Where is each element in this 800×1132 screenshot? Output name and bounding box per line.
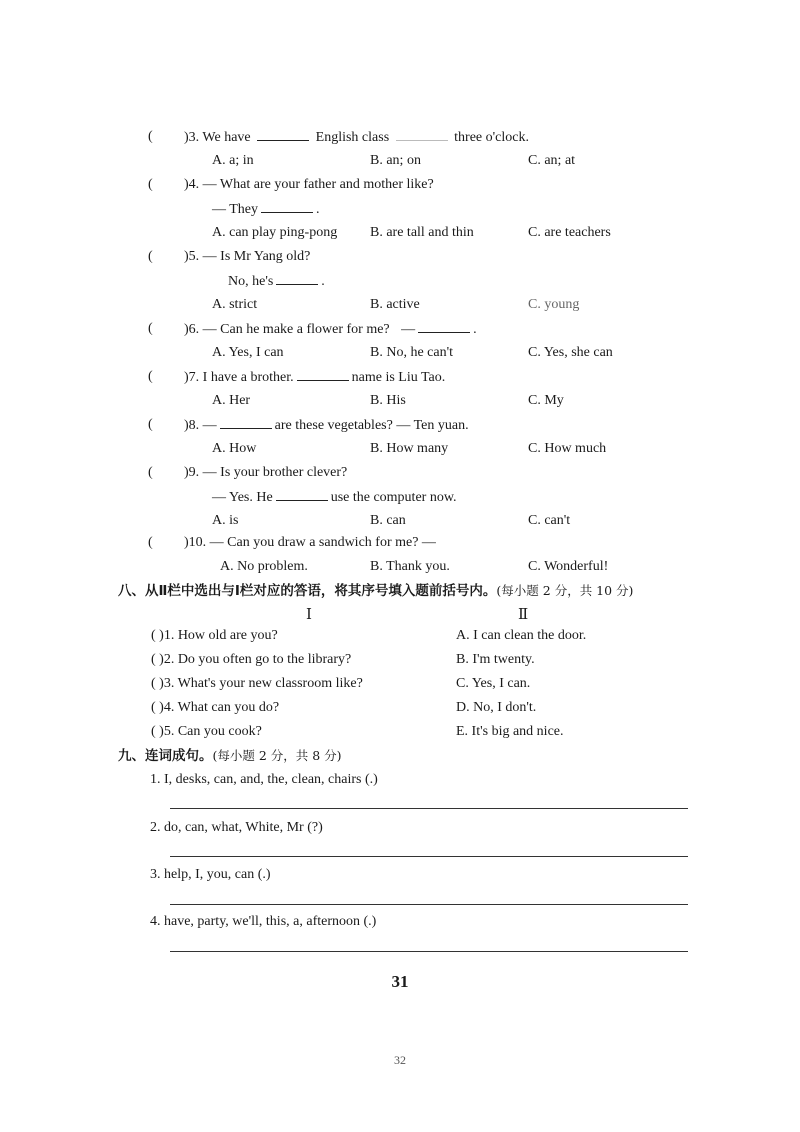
option-c: C. an; at (528, 153, 576, 168)
question-stem: )3. We have (184, 130, 251, 145)
question-6: ( )6. — Can he make a flower for me? — . (148, 321, 477, 337)
option-a: A. is (212, 513, 239, 528)
option-b: B. No, he can't (370, 345, 454, 360)
option-a: A. a; in (212, 153, 254, 168)
question-stem-end: three o'clock. (454, 130, 529, 145)
fill-blank[interactable] (418, 320, 470, 333)
footer-page-number: 32 (394, 1053, 406, 1067)
option-c: C. young (528, 297, 580, 312)
option-a: A. No problem. (220, 559, 308, 574)
fill-blank[interactable] (297, 368, 349, 381)
option-b: B. His (370, 393, 406, 408)
question-stem: )9. — Is your brother clever? (184, 465, 348, 480)
option-a: A. can play ping-pong (212, 225, 338, 240)
page-number: 31 (391, 972, 409, 991)
question-7: ( )7. I have a brother. name is Liu Tao. (148, 369, 446, 385)
option-b: B. can (370, 513, 406, 528)
match-left-item: ( )2. Do you often go to the library? (151, 652, 352, 667)
reorder-item: 1. I, desks, can, and, the, clean, chairs (.) (150, 772, 378, 787)
question-9 (148, 464, 708, 482)
option-b: B. active (370, 297, 420, 312)
match-right-item: D. No, I don't. (456, 700, 537, 715)
option-b: B. Thank you. (370, 559, 450, 574)
answer-line[interactable] (170, 904, 688, 905)
option-a: A. How (212, 441, 257, 456)
question-5-line2: No, he's . (228, 274, 325, 289)
option-a: A. Yes, I can (212, 345, 284, 360)
match-right-item: C. Yes, I can. (456, 676, 531, 691)
question-5 (148, 248, 708, 266)
fill-blank[interactable] (396, 128, 448, 141)
section-eight-score-note: (每小题 2 分，共 10 分) (496, 583, 634, 598)
question-9-line2: — Yes. He use the computer now. (212, 490, 457, 505)
section-nine-heading: 九、连词成句。(每小题 2 分，共 8 分) (118, 748, 342, 764)
question-stem-cont: English class (315, 130, 390, 145)
section-nine-score-note: (每小题 2 分，共 8 分) (212, 748, 342, 763)
answer-paren[interactable]: ( (148, 369, 153, 384)
question-8: ( )8. — are these vegetables? — Ten yuan. (148, 417, 469, 433)
option-a: A. Her (212, 393, 251, 408)
match-left-item: ( )1. How old are you? (151, 628, 278, 643)
option-b: B. an; on (370, 153, 421, 168)
option-c: C. My (528, 393, 564, 408)
fill-blank[interactable] (276, 272, 318, 285)
match-right-item: B. I'm twenty. (456, 652, 535, 667)
question-4 (148, 176, 708, 194)
answer-paren[interactable]: ( (148, 177, 153, 192)
option-c: C. can't (528, 513, 571, 528)
fill-blank[interactable] (257, 128, 309, 141)
match-left-item: ( )4. What can you do? (151, 700, 280, 715)
match-left-item: ( )5. Can you cook? (151, 724, 262, 739)
option-c: C. Wonderful! (528, 559, 609, 574)
question-stem: )10. — Can you draw a sandwich for me? — (184, 535, 436, 550)
column-one-title: Ⅰ (306, 607, 312, 623)
match-right-item: E. It's big and nice. (456, 724, 564, 739)
fill-blank[interactable] (261, 200, 313, 213)
reorder-item: 3. help, I, you, can (.) (150, 867, 271, 882)
answer-paren[interactable]: ( (148, 535, 153, 550)
question-stem: )6. — Can he make a flower for me? (184, 322, 390, 337)
section-eight-heading: 八、从Ⅱ栏中选出与Ⅰ栏对应的答语，将其序号填入题前括号内。(每小题 2 分，共 10 分) (118, 583, 634, 599)
reorder-item: 4. have, party, we'll, this, a, afternoon (.) (150, 914, 377, 929)
question-stem: )8. — (184, 418, 217, 433)
answer-line[interactable] (170, 856, 688, 857)
option-b: B. are tall and thin (370, 225, 474, 240)
answer-paren[interactable]: ( (148, 129, 153, 144)
question-4-line2: — They . (212, 202, 320, 217)
answer-paren[interactable]: ( (148, 465, 153, 480)
question-stem: )7. I have a brother. (184, 370, 294, 385)
answer-line[interactable] (170, 808, 688, 809)
question-stem: )5. — Is Mr Yang old? (184, 249, 311, 264)
match-right-item: A. I can clean the door. (456, 628, 587, 643)
option-c: C. How much (528, 441, 607, 456)
option-b: B. How many (370, 441, 449, 456)
question-10 (148, 534, 708, 552)
answer-paren[interactable]: ( (148, 321, 153, 336)
answer-paren[interactable]: ( (148, 249, 153, 264)
answer-paren[interactable]: ( (148, 417, 153, 432)
column-two-title: Ⅱ (518, 607, 529, 623)
answer-line[interactable] (170, 951, 688, 952)
option-c: C. are teachers (528, 225, 611, 240)
option-a: A. strict (212, 297, 258, 312)
match-left-item: ( )3. What's your new classroom like? (151, 676, 363, 691)
option-c: C. Yes, she can (528, 345, 613, 360)
question-3 (148, 128, 708, 146)
question-stem: )4. — What are your father and mother like? (184, 177, 434, 192)
reorder-item: 2. do, can, what, White, Mr (?) (150, 820, 323, 835)
fill-blank[interactable] (220, 416, 272, 429)
fill-blank[interactable] (276, 488, 328, 501)
